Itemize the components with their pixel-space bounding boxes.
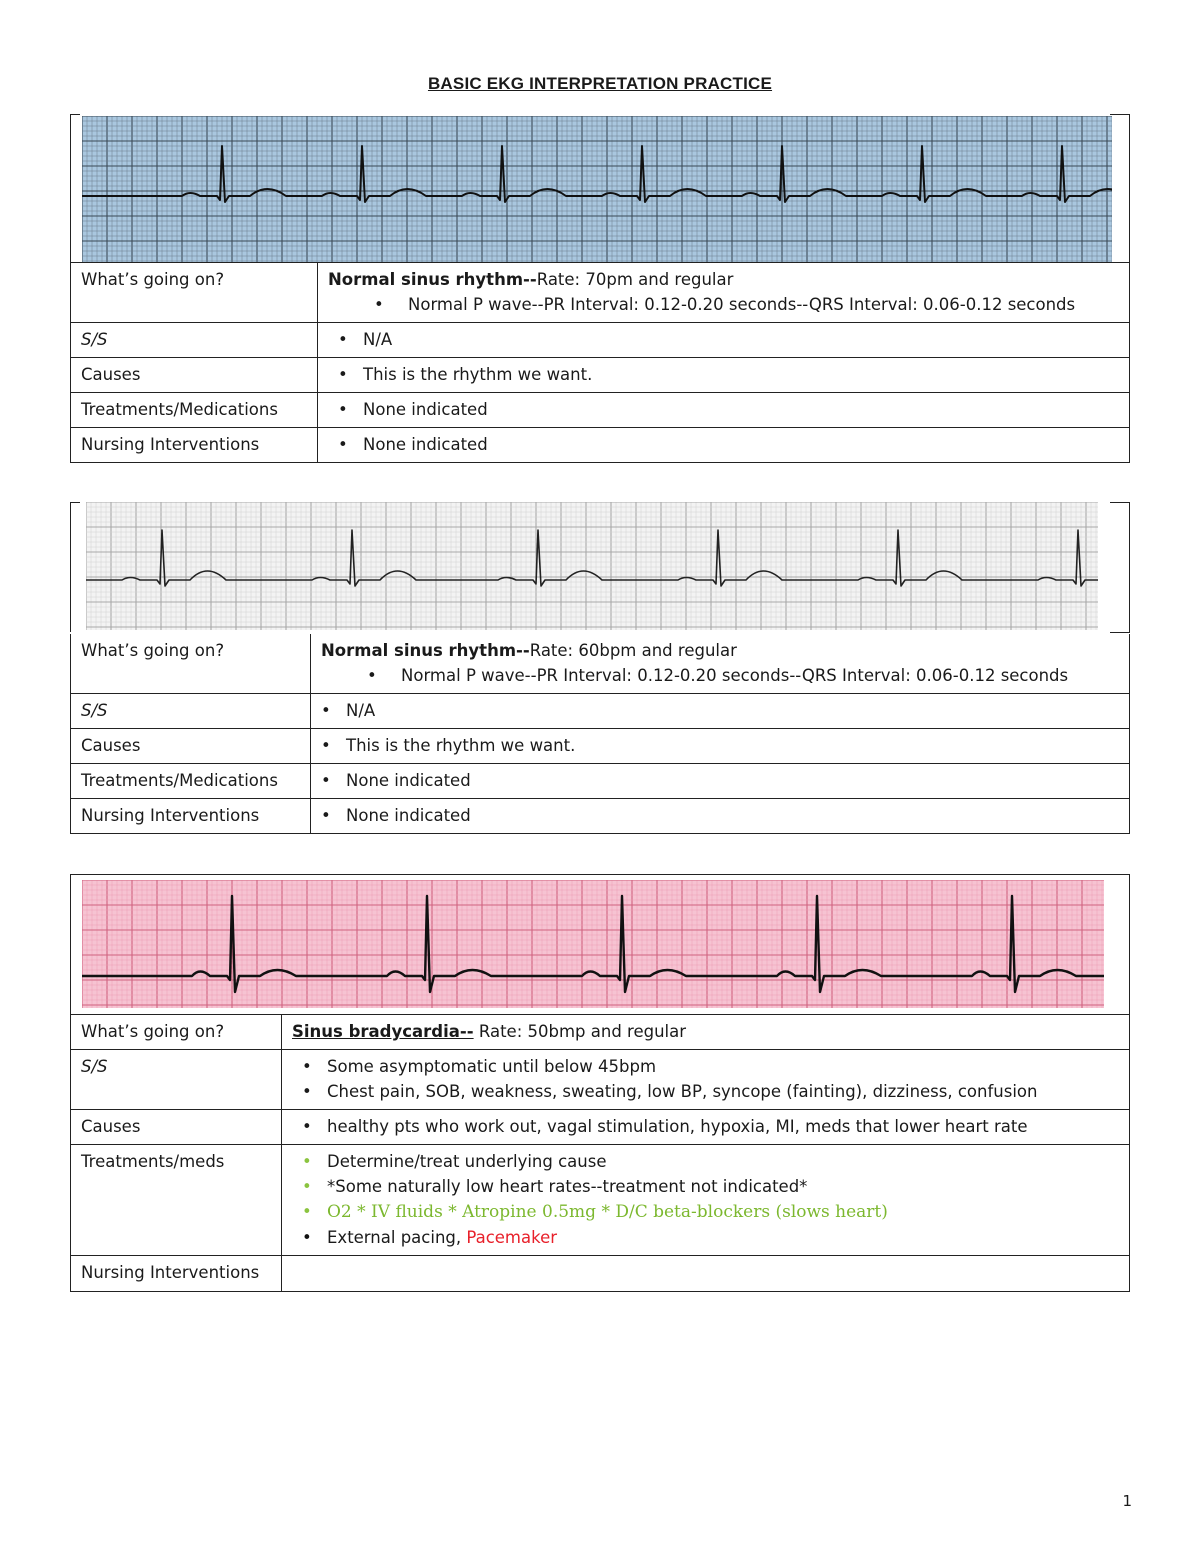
table-row bbox=[71, 634, 1130, 694]
treatment-item bbox=[292, 1199, 1119, 1225]
rhythm-description bbox=[311, 634, 1130, 694]
ss-item: • Chest pain, SOB, weakness, sweating, low BP, syncope (fainting), dizziness, confusion bbox=[292, 1079, 1119, 1104]
rhythm-table-2 bbox=[70, 634, 1130, 834]
treatment-item: • Determine/treat underlying cause bbox=[292, 1149, 1119, 1174]
causes-item: • This is the rhythm we want. bbox=[311, 733, 1119, 758]
label-treatments: Treatments/meds bbox=[71, 1145, 282, 1256]
rhythm-rate: Rate: 60bpm and regular bbox=[529, 641, 737, 660]
ekg-strip-2-svg bbox=[86, 502, 1098, 630]
label-whats-going-on: What’s going on? bbox=[71, 263, 318, 323]
rhythm-block-1 bbox=[70, 114, 1130, 459]
rhythm-rate: Rate: 50bmp and regular bbox=[473, 1022, 687, 1041]
label-causes: Causes bbox=[71, 358, 318, 393]
treatments-item: • None indicated bbox=[311, 768, 1119, 793]
label-nursing: Nursing Interventions bbox=[71, 428, 318, 463]
table-row bbox=[71, 799, 1130, 834]
rhythm-table-3 bbox=[70, 1014, 1130, 1292]
table-row bbox=[71, 764, 1130, 799]
label-ss: S/S bbox=[71, 694, 311, 729]
table-row bbox=[71, 1015, 1130, 1050]
ekg-strip-3-svg bbox=[82, 880, 1104, 1008]
rhythm-description bbox=[282, 1015, 1130, 1050]
table-row bbox=[71, 1110, 1130, 1145]
nursing-item: • None indicated bbox=[311, 803, 1119, 828]
rhythm-rate: Rate: 70pm and regular bbox=[536, 270, 734, 289]
rhythm-block-3 bbox=[70, 874, 1130, 1284]
label-whats-going-on: What’s going on? bbox=[71, 1015, 282, 1050]
page-title: BASIC EKG INTERPRETATION PRACTICE bbox=[427, 74, 773, 93]
label-causes: Causes bbox=[71, 1110, 282, 1145]
table-row bbox=[71, 1050, 1130, 1110]
table-row bbox=[71, 729, 1130, 764]
ekg-strip-3 bbox=[82, 880, 1104, 1008]
nursing-empty-cell bbox=[282, 1256, 1130, 1292]
rhythm-name: Normal sinus rhythm-- bbox=[321, 641, 530, 660]
table-row bbox=[71, 694, 1130, 729]
label-ss: S/S bbox=[71, 323, 318, 358]
treatment-meds-text: O2 * IV fluids * Atropine 0.5mg * D/C beta-blockers (slows heart) bbox=[327, 1202, 888, 1222]
rhythm-name: Normal sinus rhythm-- bbox=[328, 270, 537, 289]
nursing-item: • None indicated bbox=[328, 432, 1119, 457]
table-row bbox=[71, 1145, 1130, 1256]
rhythm-table-1 bbox=[70, 262, 1130, 463]
label-nursing: Nursing Interventions bbox=[71, 1256, 282, 1292]
rhythm-detail: • Normal P wave--PR Interval: 0.12-0.20 seconds--QRS Interval: 0.06-0.12 seconds bbox=[321, 663, 1119, 688]
rhythm-name: Sinus bradycardia-- bbox=[292, 1022, 474, 1041]
label-whats-going-on: What’s going on? bbox=[71, 634, 311, 694]
page-number: 1 bbox=[1122, 1492, 1132, 1510]
treatments-item: • None indicated bbox=[328, 397, 1119, 422]
table-row bbox=[71, 323, 1130, 358]
ss-item: • N/A bbox=[311, 698, 1119, 723]
label-nursing: Nursing Interventions bbox=[71, 799, 311, 834]
label-causes: Causes bbox=[71, 729, 311, 764]
rhythm-detail: • Normal P wave--PR Interval: 0.12-0.20 seconds--QRS Interval: 0.06-0.12 seconds bbox=[328, 292, 1119, 317]
causes-item: • healthy pts who work out, vagal stimulation, hypoxia, MI, meds that lower heart rate bbox=[292, 1114, 1119, 1139]
ekg-strip-2 bbox=[86, 502, 1098, 630]
table-row bbox=[71, 393, 1130, 428]
table-row bbox=[71, 1256, 1130, 1292]
rhythm-description bbox=[318, 263, 1130, 323]
label-ss: S/S bbox=[71, 1050, 282, 1110]
table-row bbox=[71, 428, 1130, 463]
treatment-pacemaker-text: Pacemaker bbox=[466, 1228, 558, 1247]
treatment-pacing-text: External pacing, bbox=[327, 1228, 467, 1247]
table-row bbox=[71, 263, 1130, 323]
ss-item: • Some asymptomatic until below 45bpm bbox=[292, 1054, 1119, 1079]
rhythm-block-2 bbox=[70, 502, 1130, 832]
causes-item: • This is the rhythm we want. bbox=[328, 362, 1119, 387]
treatment-item: • *Some naturally low heart rates--treatment not indicated* bbox=[292, 1174, 1119, 1199]
table-row bbox=[71, 358, 1130, 393]
treatment-item bbox=[292, 1225, 1119, 1250]
ekg-strip-1-svg bbox=[82, 116, 1112, 262]
label-treatments: Treatments/Medications bbox=[71, 393, 318, 428]
ss-item: • N/A bbox=[328, 327, 1119, 352]
ekg-strip-1 bbox=[82, 116, 1112, 262]
label-treatments: Treatments/Medications bbox=[71, 764, 311, 799]
